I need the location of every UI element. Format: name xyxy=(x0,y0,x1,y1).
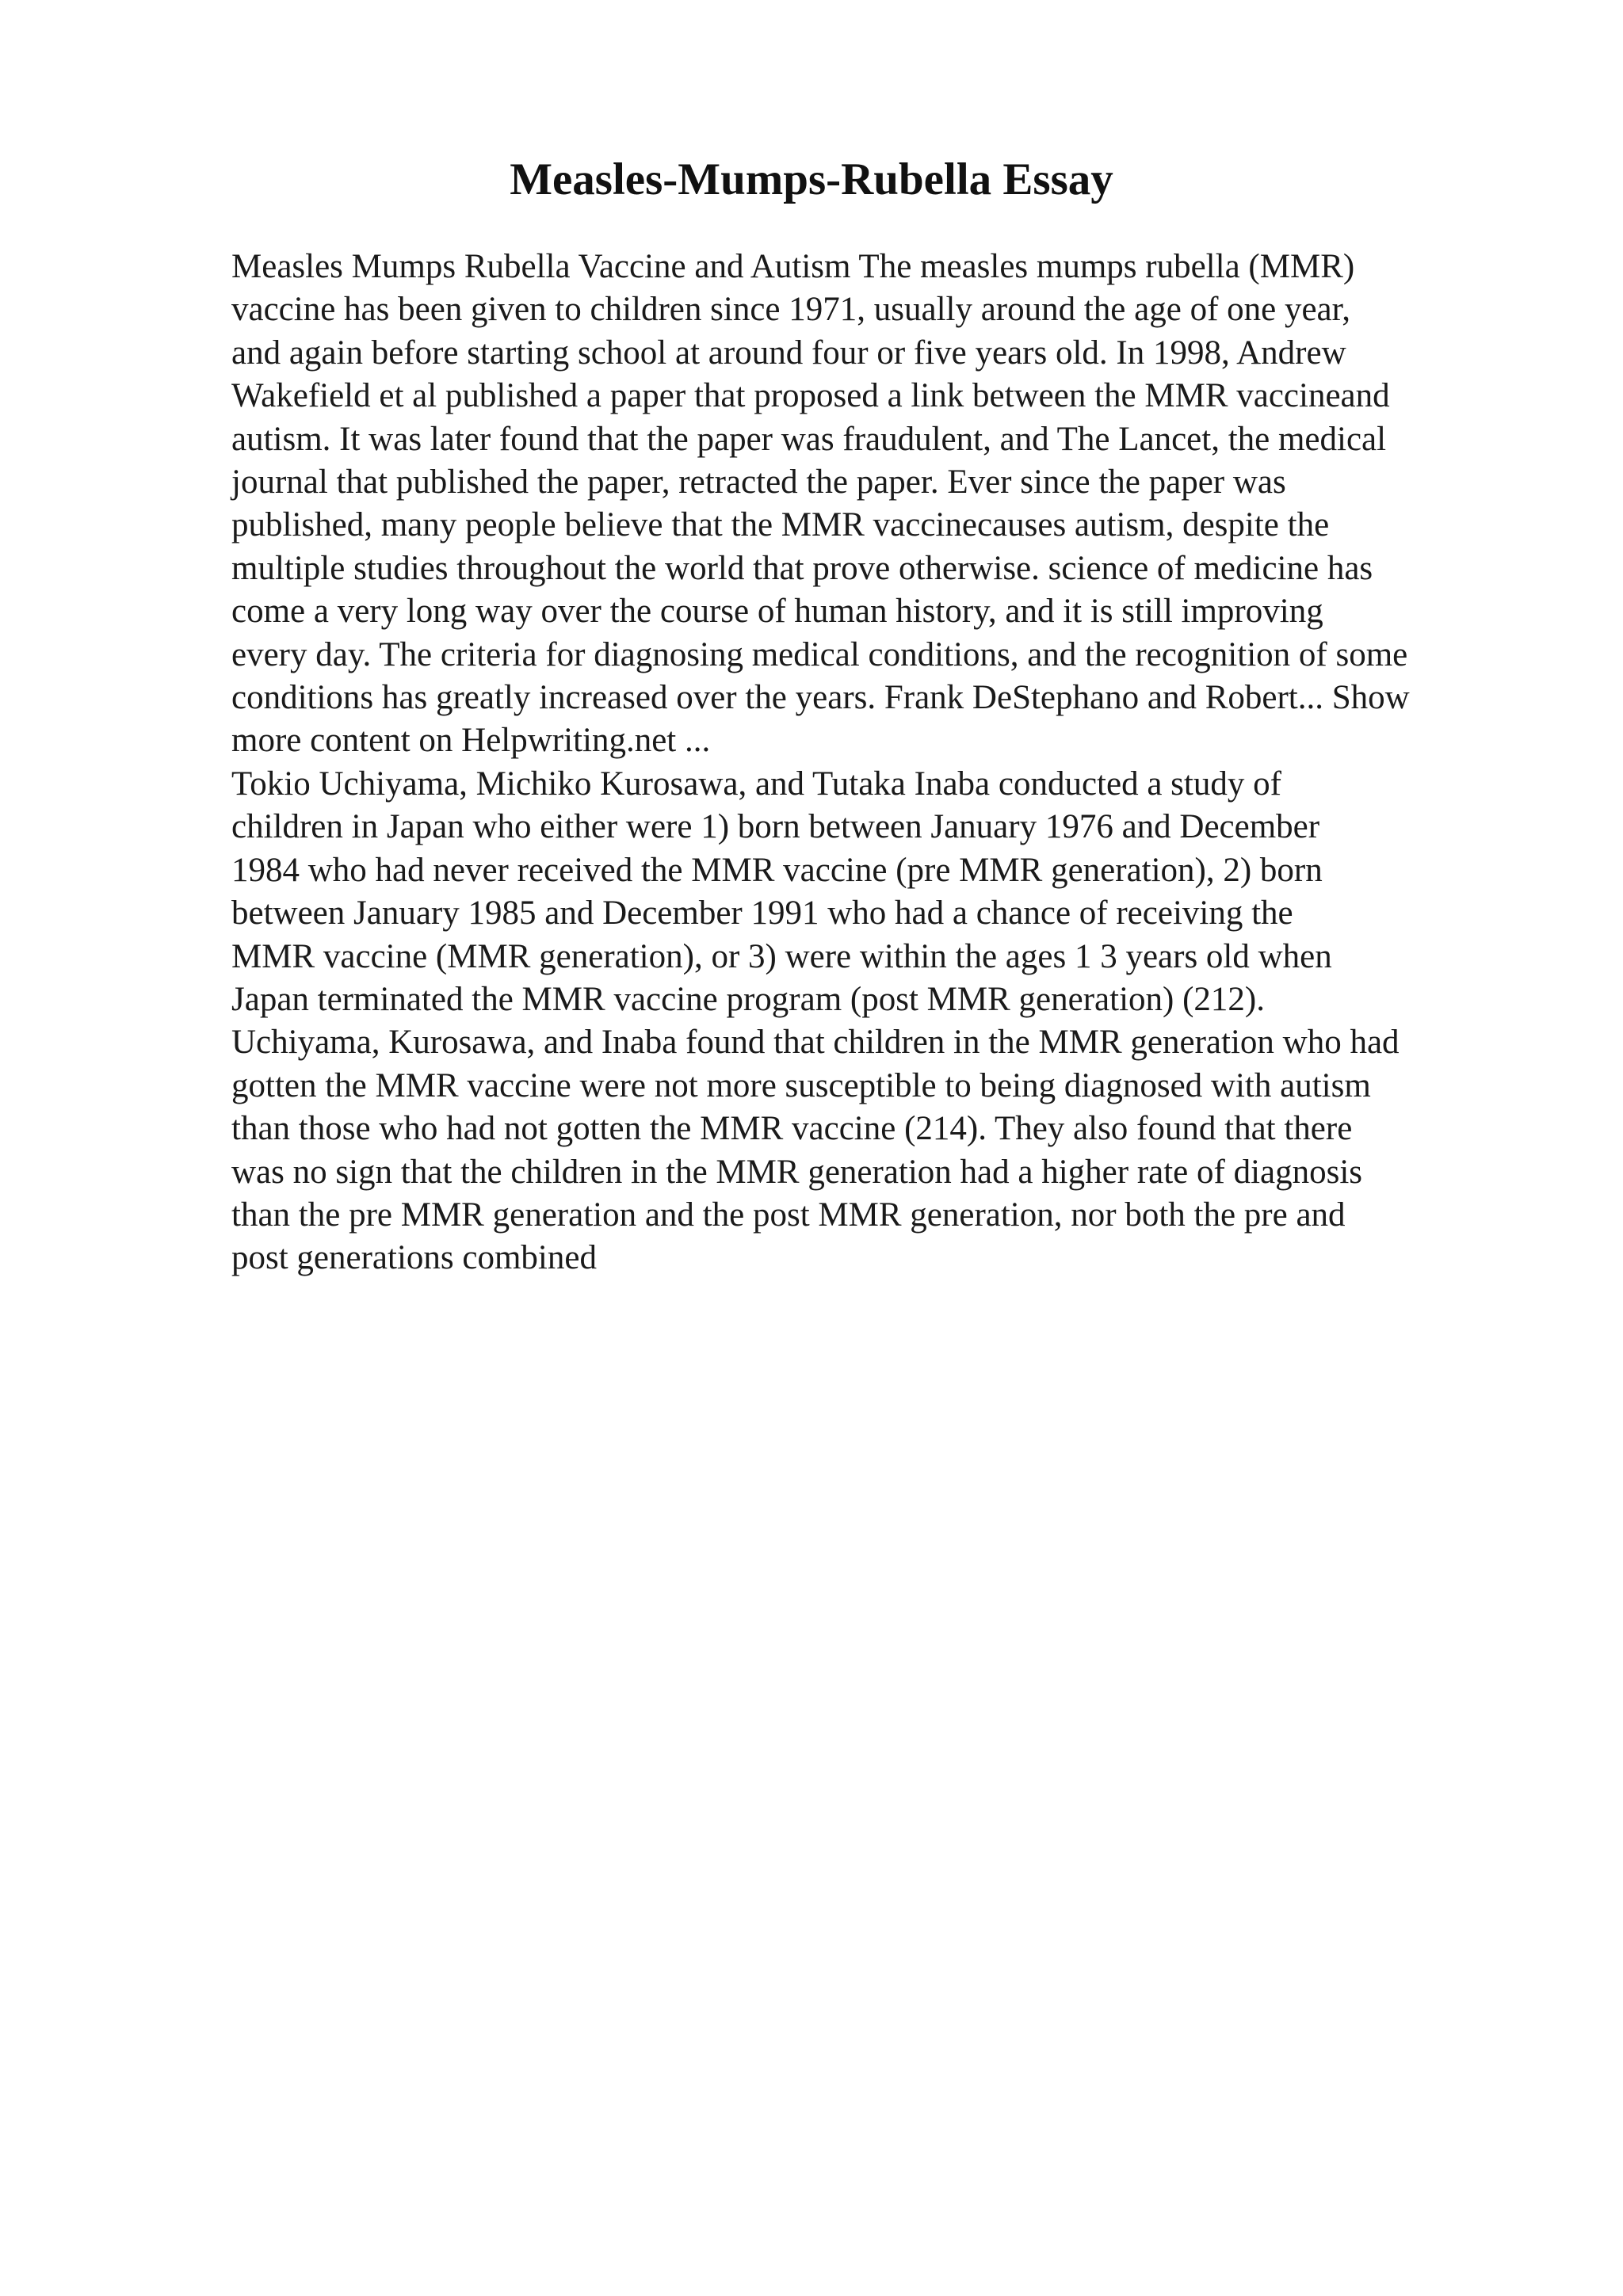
essay-body xyxy=(231,246,1515,1280)
text-line: than those who had not gotten the MMR vaccine (214). They also found that there xyxy=(231,1110,1353,1148)
text-line: multiple studies throughout the world that prove otherwise. science of medicine has xyxy=(231,549,1373,587)
text-line: Measles Mumps Rubella Vaccine and Autism The measles mumps rubella (MMR) xyxy=(231,248,1355,285)
text-line: come a very long way over the course of human history, and it is still improving xyxy=(231,593,1323,631)
text-line: and again before starting school at around four or five years old. In 1998, Andrew xyxy=(231,334,1346,372)
text-line: 1984 who had never received the MMR vaccine (pre MMR generation), 2) born xyxy=(231,851,1323,889)
text-line: Wakefield et al published a paper that proposed a link between the MMR vaccineand xyxy=(231,377,1390,415)
text-line: journal that published the paper, retracted the paper. Ever since the paper was xyxy=(231,463,1286,502)
text-line: more content on Helpwriting.net ... xyxy=(231,722,711,760)
text-line: conditions has greatly increased over the years. Frank DeStephano and Robert... Show xyxy=(231,679,1410,717)
text-line: between January 1985 and December 1991 who had a chance of receiving the xyxy=(231,894,1293,933)
text-line: gotten the MMR vaccine were not more susceptible to being diagnosed with autism xyxy=(231,1066,1371,1104)
text-line: children in Japan who either were 1) born between January 1976 and December xyxy=(231,808,1320,846)
text-line: Tokio Uchiyama, Michiko Kurosawa, and Tutaka Inaba conducted a study of xyxy=(231,765,1281,803)
text-line: published, many people believe that the MMR vaccinecauses autism, despite the xyxy=(231,506,1330,544)
text-line: Japan terminated the MMR vaccine program (post MMR generation) (212). xyxy=(231,980,1265,1018)
text-line: than the pre MMR generation and the post MMR generation, nor both the pre and xyxy=(231,1196,1346,1234)
text-line: Uchiyama, Kurosawa, and Inaba found that children in the MMR generation who had xyxy=(231,1024,1400,1062)
text-line: autism. It was later found that the paper was fraudulent, and The Lancet, the medical xyxy=(231,420,1387,458)
text-line: was no sign that the children in the MMR generation had a higher rate of diagnosis xyxy=(231,1153,1363,1191)
text-line: MMR vaccine (MMR generation), or 3) were within the ages 1 3 years old when xyxy=(231,937,1332,975)
text-line: post generations combined xyxy=(231,1239,597,1277)
text-line: every day. The criteria for diagnosing medical conditions, and the recognition of some xyxy=(231,635,1408,673)
page-title: Measles-Mumps-Rubella Essay xyxy=(510,154,1113,204)
text-line: vaccine has been given to children since 1971, usually around the age of one year, xyxy=(231,291,1350,329)
